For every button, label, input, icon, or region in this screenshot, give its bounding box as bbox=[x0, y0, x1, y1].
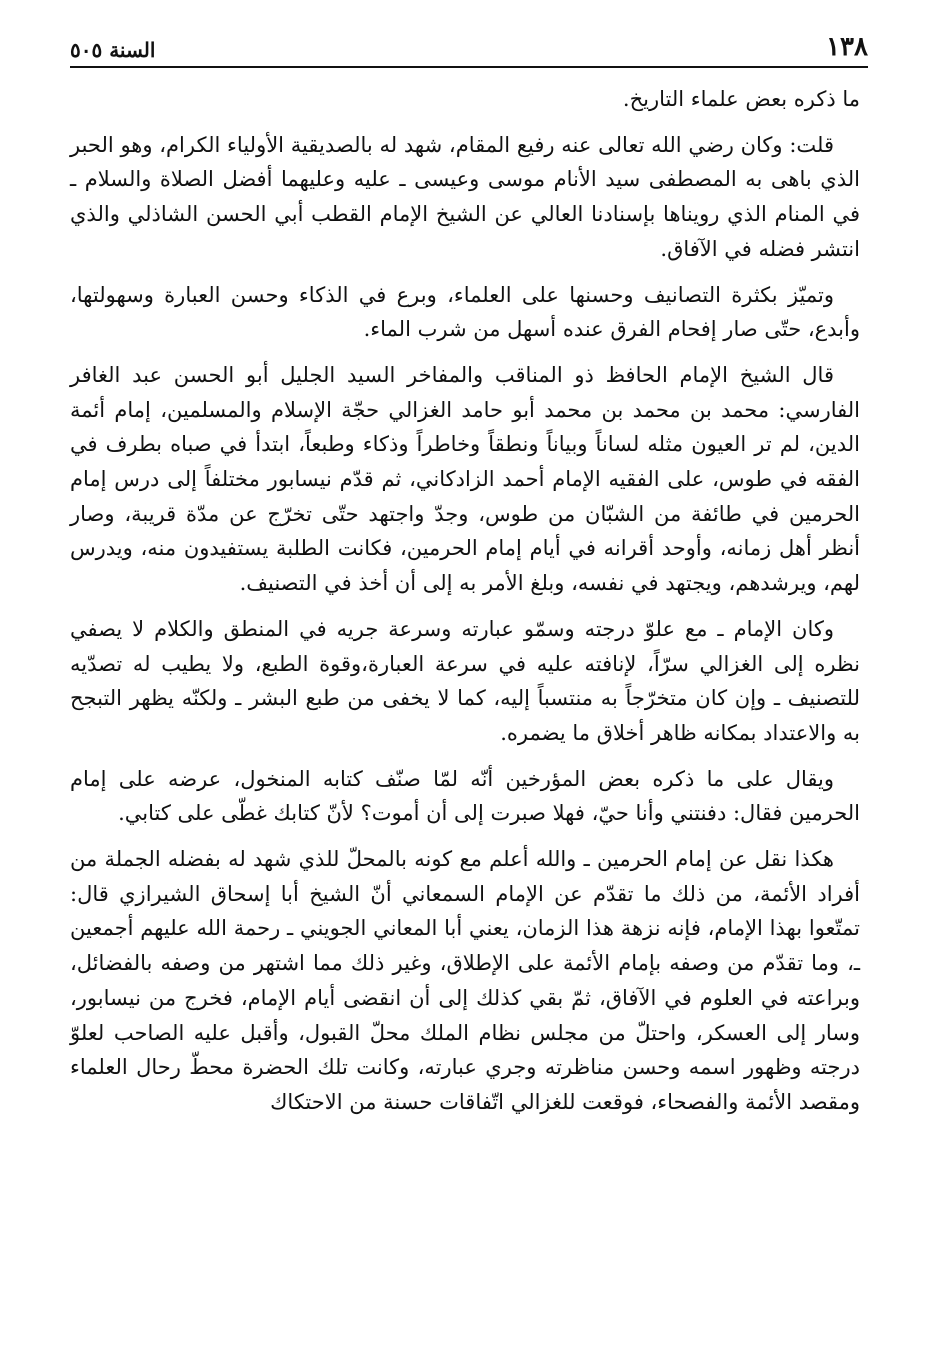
paragraph: ويقال على ما ذكره بعض المؤرخين أنّه لمّا صنّف كتابه المنخول، عرضه على إمام الحرمين فقال: دفنتني وأنا حيّ، فهلا صبرت إلى أن أموت؟ لأنّ كتابك غطّى على كتابي. bbox=[70, 766, 860, 826]
paragraph: هكذا نقل عن إمام الحرمين ـ والله أعلم مع كونه بالمحلّ للذي شهد له بفضله الجملة من أفراد الأئمة، من ذلك ما تقدّم عن الإمام السمعاني أنّ الشيخ أبا إسحاق الشيرازي قال: تمتّعوا بهذا الإمام، فإنه نزهة هذا الزمان، يعني أبا المعاني الجويني ـ رحمة الله عليهم أجمعين ـ، وما تقدّم من وصفه بإمام الأئمة على الإطلاق، وغير ذلك مما اشتهر من وصفه بالفضائل، وبراعته في العلوم في الآفاق، ثمّ بقي كذلك إلى أن انقضى أيام الإمام، فخرج من نيسابور، وسار إلى العسكر، واحتلّ من مجلس نظام الملك محلّ القبول، وأقبل عليه الصاحب لعلوّ درجته وظهور اسمه وحسن مناظرته وجري عبارته، وكانت تلك الحضرة محطّ رحال العلماء ومقصد الأئمة والفصحاء، فوقعت للغزالي اتّفاقات حسنة من الاحتكاك bbox=[70, 847, 860, 1114]
running-head: السنة ٥٠٥ bbox=[70, 38, 156, 62]
page-body bbox=[70, 82, 860, 1131]
paragraph: وتميّز بكثرة التصانيف وحسنها على العلماء، وبرع في الذكاء وحسن العبارة وسهولتها، وأبدع، حتّى صار إفحام الفرق عنده أسهل من شرب الماء. bbox=[70, 282, 860, 342]
paragraph: وكان الإمام ـ مع علوّ درجته وسمّو عبارته وسرعة جريه في المنطق والكلام لا يصفي نظره إلى الغزالي سرّاً، لإنافته عليه في سرعة العبارة،وقوة الطبع، ولا يطيب له تصدّيه للتصنيف ـ وإن كان متخرّجاً به منتسباً إليه، كما لا يخفى من طبع البشر ـ ولكنّه يظهر التبجح به والاعتداد بمكانه ظاهر أخلاق ما يضمره. bbox=[70, 616, 860, 745]
paragraph: قلت: وكان رضي الله تعالى عنه رفيع المقام، شهد له بالصديقية الأولياء الكرام، وهو الحبر الذي باهى به المصطفى سيد الأنام موسى وعيسى ـ عليه وعليهما أفضل الصلاة والسلام ـ في المنام الذي رويناها بإسنادنا العالي عن الشيخ الإمام القطب أبي الحسن الشاذلي والذي انتشر فضله في الآفاق. bbox=[70, 132, 860, 261]
paragraph: ما ذكره بعض علماء التاريخ. bbox=[622, 87, 860, 111]
paragraph: قال الشيخ الإمام الحافظ ذو المناقب والمفاخر السيد الجليل أبو الحسن عبد الغافر الفارسي: محمد بن محمد بن محمد أبو حامد الغزالي حجّة الإسلام والمسلمين، إمام أئمة الدين، لم تر العيون مثله لساناً وبياناً ونطقاً وخاطراً وذكاء وطبعاً، ابتدأ في صباه بطرف في الفقه في طوس، على الفقيه الإمام أحمد الزادكاني، ثم قدّم نيسابور مختلفاً إلى درس إمام الحرمين في طائفة من الشبّان من طوس، وجدّ واجتهد حتّى تخرّج عن مدّة قريبة، وصار أنظر أهل زمانه، وأوحد أقرانه في أيام إمام الحرمين، فكانت الطلبة يستفيدون منه، ويدرس لهم، ويرشدهم، ويجتهد في نفسه، وبلغ الأمر به إلى أن أخذ في التصنيف. bbox=[70, 362, 860, 596]
page-number: ١٣٨ bbox=[826, 32, 868, 62]
page-header bbox=[70, 30, 868, 68]
